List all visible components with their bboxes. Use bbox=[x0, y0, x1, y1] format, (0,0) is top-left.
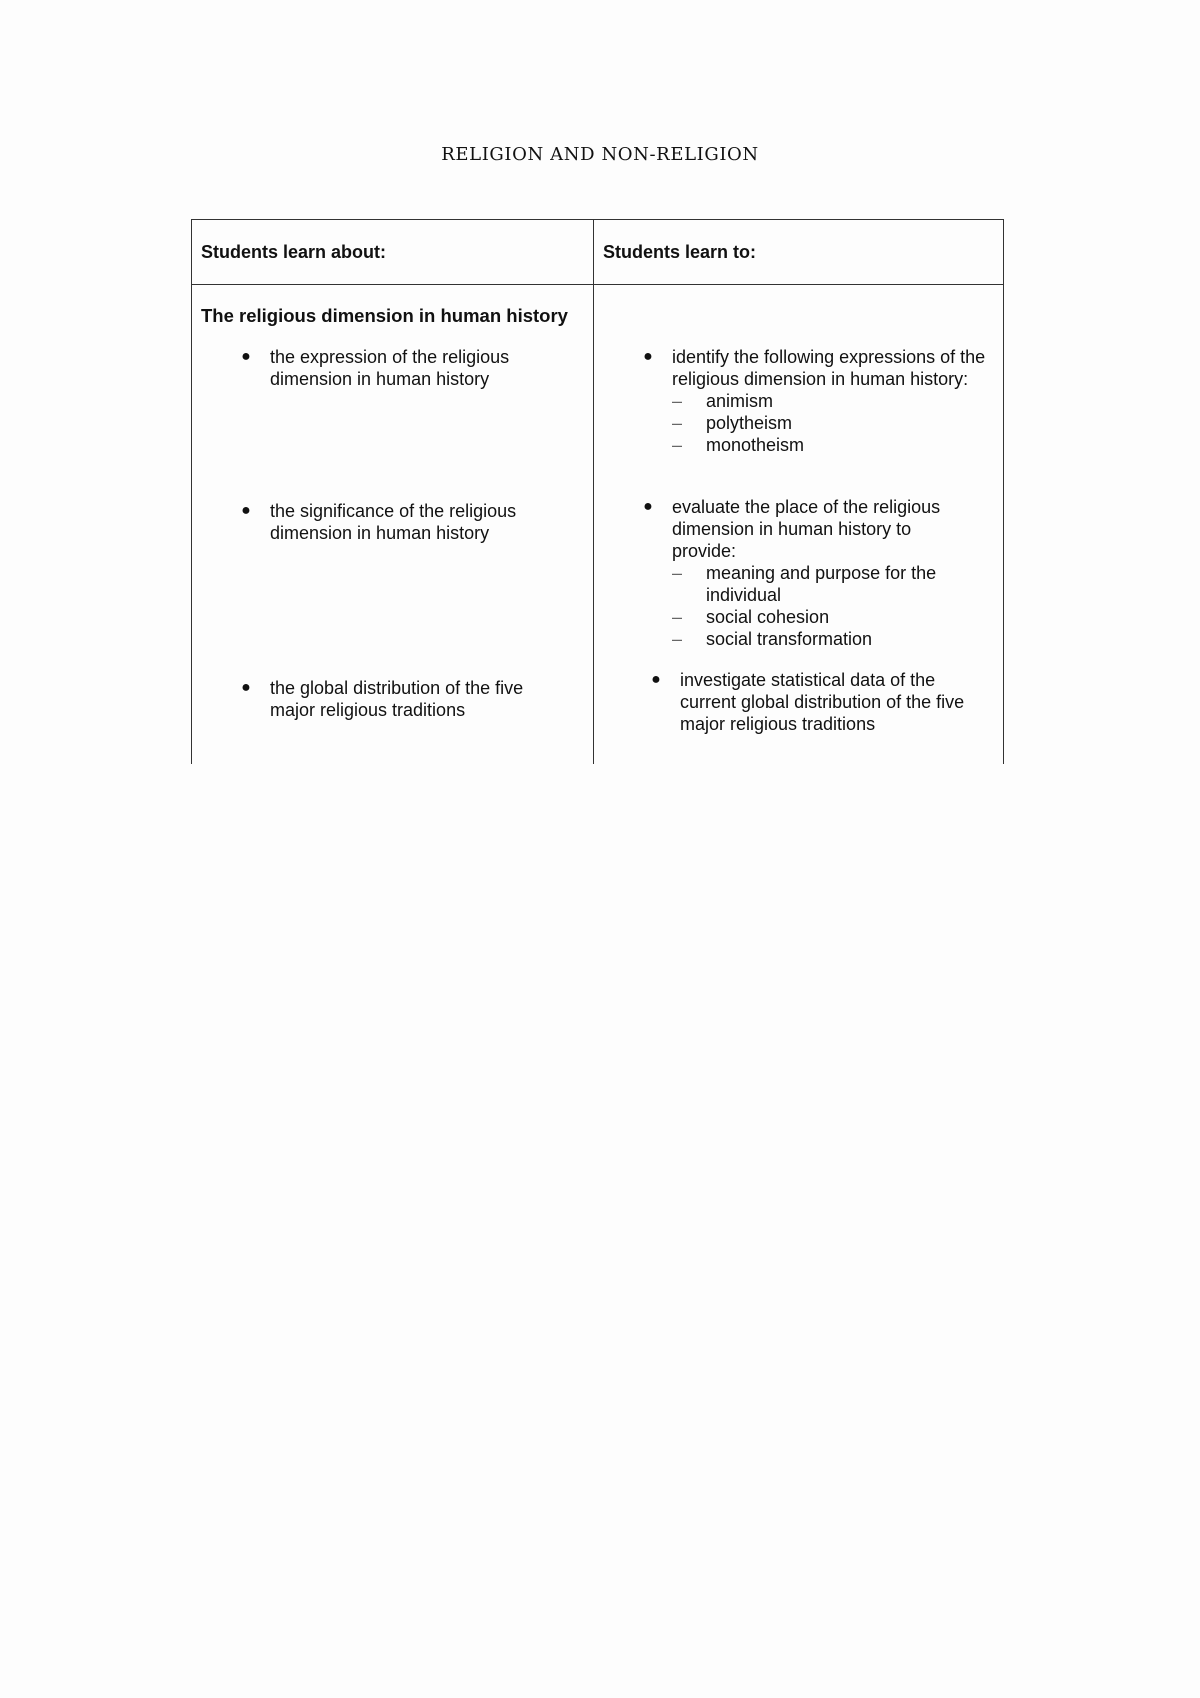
learn-to-item-text: investigate statistical data of the current global distribution of the five major religious traditions bbox=[680, 670, 965, 734]
syllabus-table bbox=[191, 219, 1004, 764]
page-title: RELIGION AND NON-RELIGION bbox=[441, 144, 759, 165]
dash-icon: – bbox=[672, 435, 683, 455]
sub-list bbox=[672, 562, 972, 650]
learn-about-item-text: the global distribution of the five major religious traditions bbox=[270, 678, 524, 720]
bullet-icon: ● bbox=[643, 348, 653, 365]
bullet-icon: ● bbox=[241, 679, 251, 696]
sub-list-item: – animism bbox=[672, 391, 774, 411]
learn-to-item bbox=[643, 496, 972, 650]
dash-icon: – bbox=[672, 629, 683, 649]
dash-icon: – bbox=[672, 413, 683, 433]
sub-list-item: – social cohesion bbox=[672, 607, 830, 627]
learn-to-cell bbox=[594, 285, 1004, 765]
column-header-learn-about: Students learn about: bbox=[192, 220, 594, 285]
section-heading: The religious dimension in human history bbox=[201, 305, 568, 326]
bullet-icon: ● bbox=[651, 671, 661, 688]
learn-about-item bbox=[241, 677, 570, 721]
dash-icon: – bbox=[672, 607, 683, 627]
learn-about-cell bbox=[192, 285, 594, 765]
bullet-icon: ● bbox=[643, 498, 653, 515]
learn-about-item-text: the significance of the religious dimension in human history bbox=[270, 501, 517, 543]
learn-about-item bbox=[241, 346, 570, 390]
learn-about-item-text: the expression of the religious dimension in human history bbox=[270, 347, 510, 389]
learn-to-item bbox=[643, 346, 992, 456]
learn-to-item-text: identify the following expressions of the religious dimension in human history: bbox=[672, 347, 986, 389]
table-row bbox=[192, 285, 1004, 765]
dash-icon: – bbox=[672, 563, 683, 583]
sub-list-item: – monotheism bbox=[672, 435, 805, 455]
learn-to-item-text: evaluate the place of the religious dimension in human history to provide: bbox=[672, 497, 941, 561]
column-header-learn-to: Students learn to: bbox=[594, 220, 1004, 285]
sub-list-item: – polytheism bbox=[672, 413, 793, 433]
sub-list-item: – social transformation bbox=[672, 629, 873, 649]
learn-about-item bbox=[241, 500, 570, 544]
sub-list-item: – meaning and purpose for the individual bbox=[672, 563, 937, 605]
bullet-icon: ● bbox=[241, 348, 251, 365]
bullet-icon: ● bbox=[241, 502, 251, 519]
dash-icon: – bbox=[672, 391, 683, 411]
table-header-row bbox=[192, 220, 1004, 285]
learn-to-item bbox=[651, 669, 990, 735]
sub-list bbox=[672, 390, 992, 456]
